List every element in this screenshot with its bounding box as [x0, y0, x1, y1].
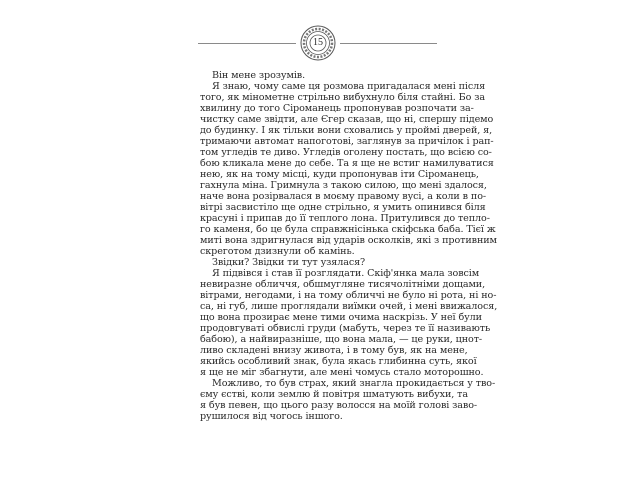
text-line: нею, як на тому місці, куди пропонував іти Сіроманець, — [200, 169, 479, 180]
text-line: Я підвівся і став її розглядати. Скіф'янка мала зовсім — [212, 268, 480, 279]
text-line: ливо складені внизу живота, і в тому був, як на мене, — [200, 345, 468, 356]
text-line: го каменя, бо це була справжнісінька скіфська баба. Тієї ж — [200, 224, 496, 235]
text-line: тримаючи автомат напоготові, заглянув за причілок і рап- — [200, 136, 494, 147]
text-line: я був певен, що цього разу волосся на моїй голові заво- — [200, 400, 478, 411]
text-line: бабою), а найвиразніше, що вона мала, — це руки, цнот- — [200, 334, 483, 345]
text-line: Я знаю, чому саме ця розмова пригадалася мені після — [212, 81, 486, 92]
text-line: том угледів те диво. Угледів оголену постать, що всією со- — [200, 147, 492, 158]
text-line: са, ні губ, лише проглядали виїмки очей, і мені ввижалося, — [200, 301, 498, 312]
text-line: що вона прозирає мене тими очима наскрізь. У неї були — [200, 312, 482, 323]
body-text — [200, 70, 498, 422]
text-line: скреготом дзизнули об камінь. — [200, 246, 355, 257]
text-line: якийсь особливий знак, була якась глибинна суть, якої — [200, 356, 477, 367]
text-line: того, як мінометне стрільно вибухнуло біля стайні. Бо за — [200, 92, 485, 103]
text-line: гахнула міна. Гримнула з такою силою, що мені здалося, — [200, 180, 487, 191]
text-line: вітрі засвистіло ще одне стрільно, я умить опинився біля — [200, 202, 486, 213]
text-line: красуні і припав до її теплого лона. Притулився до тепло- — [200, 213, 490, 224]
text-line: миті вона здригнулася від ударів осколків, які з противним — [200, 235, 497, 246]
page-number: 15 — [313, 37, 323, 48]
text-line: продовгуваті обвислі груди (мабуть, через те її називають — [200, 323, 491, 334]
text-line: наче вона розірвалася в моєму правому вусі, а коли в по- — [200, 191, 487, 202]
header-rule-left — [198, 43, 296, 44]
text-line: невиразне обличчя, обшмугляне тисячолітніми дощами, — [200, 279, 486, 290]
text-line: вітрами, негодами, і на тому обличчі не було ні рота, ні но- — [200, 290, 497, 301]
text-line: Можливо, то був страх, який знагла прокидається у тво- — [212, 378, 496, 389]
text-line: до будинку. І як тільки вони сховались у проймі дверей, я, — [200, 125, 493, 136]
text-line: я ще не міг збагнути, але мені чомусь стало моторошно. — [200, 367, 484, 378]
text-line: хвилину до того Сіроманець пропонував розпочати за- — [200, 103, 474, 114]
text-line: Звідки? Звідки ти тут узялася? — [212, 257, 366, 268]
header-rule-right — [340, 43, 437, 44]
text-line: рушилося від чогось іншого. — [200, 411, 343, 422]
text-line: Він мене зрозумів. — [212, 70, 306, 81]
text-line: чистку саме звідти, але Єгер сказав, що ні, спершу підемо — [200, 114, 494, 125]
text-line: бою кликала мене до себе. Та я ще не встиг намилуватися — [200, 158, 494, 169]
text-line: єму єстві, коли землю й повітря шматують вибухи, та — [200, 389, 468, 400]
